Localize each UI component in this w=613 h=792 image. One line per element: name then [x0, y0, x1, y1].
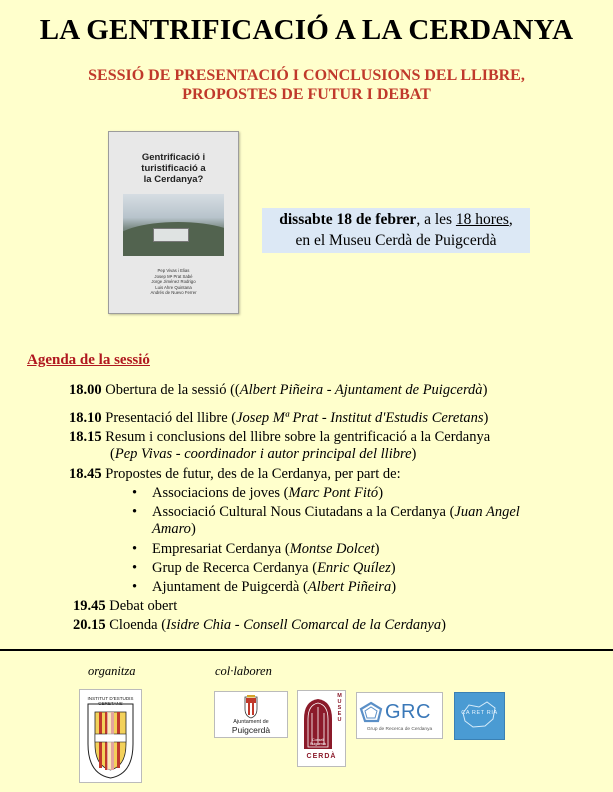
book-title-line: Gentrificació i: [141, 152, 206, 163]
bullet-speaker: Albert Piñeira: [307, 579, 392, 595]
museu-bottom-text: CERDÀ: [306, 753, 337, 760]
agenda-item: [69, 428, 490, 447]
ceretania-text: CA RET RIA: [461, 710, 498, 716]
ceretania-logo: [454, 692, 505, 740]
agenda-paren: (: [110, 446, 115, 462]
bullet-text: Grup de Recerca Cerdanya (: [152, 560, 318, 576]
agenda-end: ): [483, 410, 489, 426]
grc-subtitle: Grup de Recerca de Cerdanya: [366, 727, 433, 732]
event-date-line: [262, 209, 530, 230]
event-comma: ,: [508, 211, 513, 228]
ajuntament-line1: Ajuntament de: [233, 719, 269, 725]
bullet-end: ): [391, 579, 397, 595]
agenda-heading: Agenda de la sessió: [27, 352, 150, 368]
agenda-time: 18.00: [69, 382, 102, 398]
agenda-item: [69, 381, 487, 400]
agenda-text: Propostes de futur, des de la Cerdanya, per part de:: [101, 466, 401, 482]
agenda-speaker: Pep Vivas - coordinador i autor principal del llibre: [114, 446, 412, 462]
event-day: dissabte 18 de febrer: [279, 211, 417, 228]
grc-logo: [356, 692, 443, 739]
bullet-speaker: Marc Pont Fitó: [288, 485, 379, 501]
book-cover: [108, 131, 239, 314]
agenda-bullet: [132, 484, 384, 503]
agenda-text: Resum i conclusions del llibre sobre la gentrificació a la Cerdanya: [101, 429, 491, 445]
agenda-time: 20.15: [73, 617, 106, 633]
book-author: Andrés de Nuevo Ferrer: [150, 290, 197, 296]
footer-divider: [0, 649, 613, 651]
agenda-item: [73, 616, 446, 635]
ajuntament-line2: Puigcerdà: [231, 725, 271, 735]
agenda-end: ): [482, 382, 488, 398]
agenda-bullet: [132, 578, 397, 597]
bullet-dot: •: [132, 541, 138, 557]
bullet-speaker: Enric Quílez: [317, 560, 391, 576]
museu-small-text: Consell Puigcerdà: [310, 738, 326, 746]
bullet-text: Ajuntament de Puigcerdà (: [152, 579, 308, 595]
book-title-line: turistificació a: [141, 163, 206, 174]
bullet-dot: •: [132, 579, 138, 595]
event-at: , a les: [416, 211, 456, 228]
agenda-text: Debat obert: [105, 598, 178, 614]
bullet-speaker: Juan Angel: [454, 504, 520, 520]
organizer-label: organitza: [88, 664, 136, 678]
bullet-end: ): [190, 521, 196, 537]
bullet-speaker: Montse Dolcet: [289, 541, 375, 557]
agenda-time: 19.45: [73, 598, 106, 614]
bullet-end: ): [390, 560, 396, 576]
bullet-dot: •: [132, 504, 138, 520]
agenda-paren: ): [411, 446, 417, 462]
book-title: [115, 152, 232, 185]
event-time: 18 hores: [455, 211, 509, 228]
agenda-bullet: [132, 540, 380, 559]
ajuntament-logo: [214, 691, 288, 738]
agenda-speaker: Albert Piñeira - Ajuntament de Puigcerdà: [239, 382, 483, 398]
book-cover-photo: [123, 194, 224, 256]
iec-logo-text: INSTITUT D'ESTUDIS CERETANS: [87, 696, 134, 706]
agenda-item: [73, 597, 177, 616]
ceretania-map-icon: [455, 693, 504, 739]
bullet-dot: •: [132, 560, 138, 576]
agenda-time: 18.10: [69, 410, 102, 426]
event-title: LA GENTRIFICACIÓ A LA CERDANYA: [39, 14, 574, 46]
bullet-text: Associació Cultural Nous Ciutadans a la Cerdanya (: [152, 504, 455, 520]
agenda-item: [69, 465, 401, 484]
museu-cerda-logo: [297, 690, 346, 767]
agenda-speaker: Isidre Chia - Consell Comarcal de la Cerdanya: [166, 617, 442, 633]
book-authors: [109, 268, 238, 296]
book-author: Luis Ahre Quintana: [155, 284, 192, 290]
agenda-text: Cloenda (: [105, 617, 167, 633]
book-author: Jorge Jiménez Rodrigo: [151, 279, 196, 285]
agenda-text: Obertura de la sessió ((: [101, 382, 240, 398]
bullet-dot: •: [132, 485, 138, 501]
agenda-bullet: [132, 559, 396, 578]
bullet-end: ): [378, 485, 384, 501]
agenda-time: 18.45: [69, 466, 102, 482]
agenda-bullet-continued: [152, 520, 196, 539]
bullet-text: Empresariat Cerdanya (: [152, 541, 290, 557]
book-title-line: la Cerdanya?: [143, 174, 204, 185]
bullet-end: ): [374, 541, 380, 557]
agenda-end: ): [441, 617, 446, 633]
agenda-bullet: [132, 503, 520, 522]
agenda-time: 18.15: [69, 429, 102, 445]
subtitle-line-2: PROPOSTES DE FUTUR I DEBAT: [182, 86, 431, 103]
agenda-speaker: Josep Mª Prat - Institut d'Estudis Ceretans: [236, 410, 484, 426]
event-date-box: [262, 208, 530, 253]
museu-top-text: MUSEU: [337, 693, 342, 723]
agenda-text: Presentació del llibre (: [101, 410, 237, 426]
bullet-speaker: Amaro: [152, 521, 191, 537]
collaborators-label: col·laboren: [215, 664, 272, 678]
book-author: Josep Mª Prat Sabé: [154, 273, 193, 279]
event-subtitle: [0, 66, 613, 104]
subtitle-line-1: SESSIÓ DE PRESENTACIÓ I CONCLUSIONS DEL LLIBRE,: [88, 67, 525, 84]
agenda-item: [69, 409, 488, 428]
event-place: en el Museu Cerdà de Puigcerdà: [295, 232, 497, 249]
grc-title: GRC: [385, 701, 431, 723]
agenda-item-continued: [110, 445, 416, 464]
book-author: Pep Vivas i Elias: [157, 268, 190, 273]
iec-logo: [79, 689, 142, 783]
bullet-text: Associacions de joves (: [152, 485, 289, 501]
